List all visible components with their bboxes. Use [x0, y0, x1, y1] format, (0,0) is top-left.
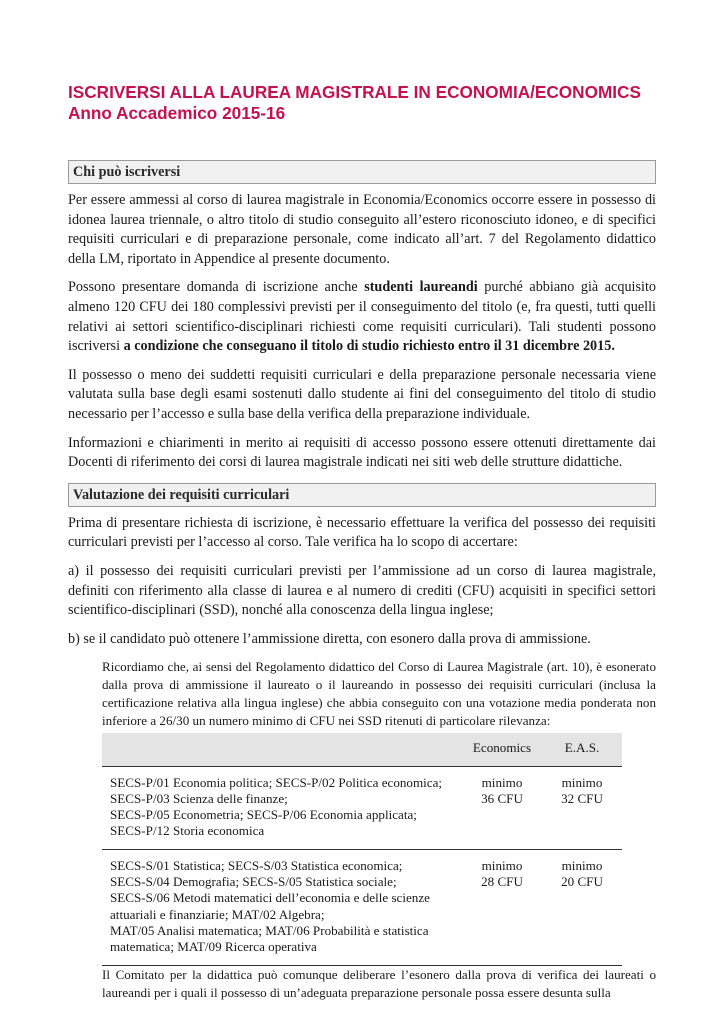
ssd-cell: SECS-S/01 Statistica; SECS-S/03 Statistica economica; SECS-S/04 Demografia; SECS-S/05 Statistica sociale; SECS-S/06 Metodi matematici dell’economia e delle scienze attuariali e finanziarie; MAT/02 Algebra; MAT/05 Analisi matematica; MAT/06 Probabilità e statistica matematica; MAT/09 Ricerca operativa	[110, 857, 430, 955]
paragraph-point-a: a) il possesso dei requisiti curriculari previsti per l’ammissione ad un corso di laurea magistrale, definiti con riferimento alla classe di laurea e al numero di crediti (CFU) acquisiti in specifici settori scientifico-disciplinari (SSD), nonché alla conoscenza della lingua inglese;	[68, 562, 656, 619]
section-heading-curricular: Valutazione dei requisiti curriculari	[68, 483, 656, 507]
paragraph-information: Informazioni e chiarimenti in merito ai requisiti di accesso possono essere ottenuti direttamente dai Docenti di riferimento dei corsi di laurea magistrale indicati nei siti web delle strutture didattiche.	[68, 434, 656, 471]
exemption-note-text: Ricordiamo che, ai sensi del Regolamento didattico del Corso di Laurea Magistrale (art. 10), è esonerato dalla prova di ammissione il laureato o il laureando in possesso dei requisiti curriculari (inclusa la certificazione relativa alla lingua inglese) che abbia conseguito con una votazione media ponderata non inferiore a 26/30 un numero minimo di CFU nei SSD ritenuti di particolare rilevanza:	[102, 659, 656, 729]
eas-cfu-cell: minimo 20 CFU	[561, 857, 603, 890]
table-header-row	[102, 733, 622, 766]
section-heading-eligibility: Chi può iscriversi	[68, 160, 656, 184]
table-row	[102, 849, 622, 965]
economics-cfu-cell: minimo 28 CFU	[481, 857, 523, 890]
exemption-note	[102, 658, 656, 1001]
page-title	[68, 82, 656, 124]
paragraph-evaluation: Il possesso o meno dei suddetti requisiti curriculari e della preparazione personale necessaria viene valutata sulla base degli esami sostenuti dallo studente ai fini del conseguimento del titolo di studio necessario per l’accesso e sulla base della verifica della preparazione individuale.	[68, 366, 656, 422]
table-row	[102, 766, 622, 849]
document-page	[68, 82, 656, 1002]
header-eas: E.A.S.	[564, 740, 600, 756]
header-ssd	[102, 733, 462, 766]
committee-paragraph: Il Comitato per la didattica può comunque deliberare l’esonero dalla prova di verifica dei laureati o laureandi per i quali il possesso di un’adeguata preparazione personale possa essere desunta sulla	[102, 966, 656, 1000]
paragraph-graduating-students: Possono presentare domanda di iscrizione anche studenti laureandi purché abbiano già acquisito almeno 120 CFU dei 180 complessivi previsti per il conseguimento del titolo (e, fra questi, tutti quelli relativi ai settori scientifico-disciplinari richiesti come requisiti curriculari). Tali studenti possono iscriversi a condizione che conseguano il titolo di studio richiesto entro il 31 dicembre 2015.	[68, 279, 656, 355]
economics-cfu-cell: minimo 36 CFU	[481, 774, 523, 806]
paragraph-verification: Prima di presentare richiesta di iscrizione, è necessario effettuare la verifica del possesso dei requisiti curriculari previsti per l’accesso al corso. Tale verifica ha lo scopo di accertare:	[68, 514, 656, 551]
cfu-requirements-table	[102, 733, 622, 965]
title-line-1: ISCRIVERSI ALLA LAUREA MAGISTRALE IN ECONOMIA/ECONOMICS	[68, 82, 641, 102]
eas-cfu-cell: minimo 32 CFU	[561, 774, 603, 806]
paragraph-admission: Per essere ammessi al corso di laurea magistrale in Economia/Economics occorre essere in possesso di idonea laurea triennale, o altro titolo di studio conseguito all’estero riconosciuto idoneo, e di specifici requisiti curriculari e di preparazione personale, come indicato all’art. 7 del Regolamento didattico della LM, riportato in Appendice al presente documento.	[68, 192, 656, 267]
header-economics: Economics	[472, 740, 532, 756]
ssd-cell: SECS-P/01 Economia politica; SECS-P/02 Politica economica; SECS-P/03 Scienza delle finanze; SECS-P/05 Econometria; SECS-P/06 Economia applicata; SECS-P/12 Storia economica	[110, 774, 443, 839]
title-line-2: Anno Accademico 2015-16	[68, 103, 286, 123]
paragraph-point-b: b) se il candidato può ottenere l’ammissione diretta, con esonero dalla prova di ammissione.	[68, 630, 591, 647]
